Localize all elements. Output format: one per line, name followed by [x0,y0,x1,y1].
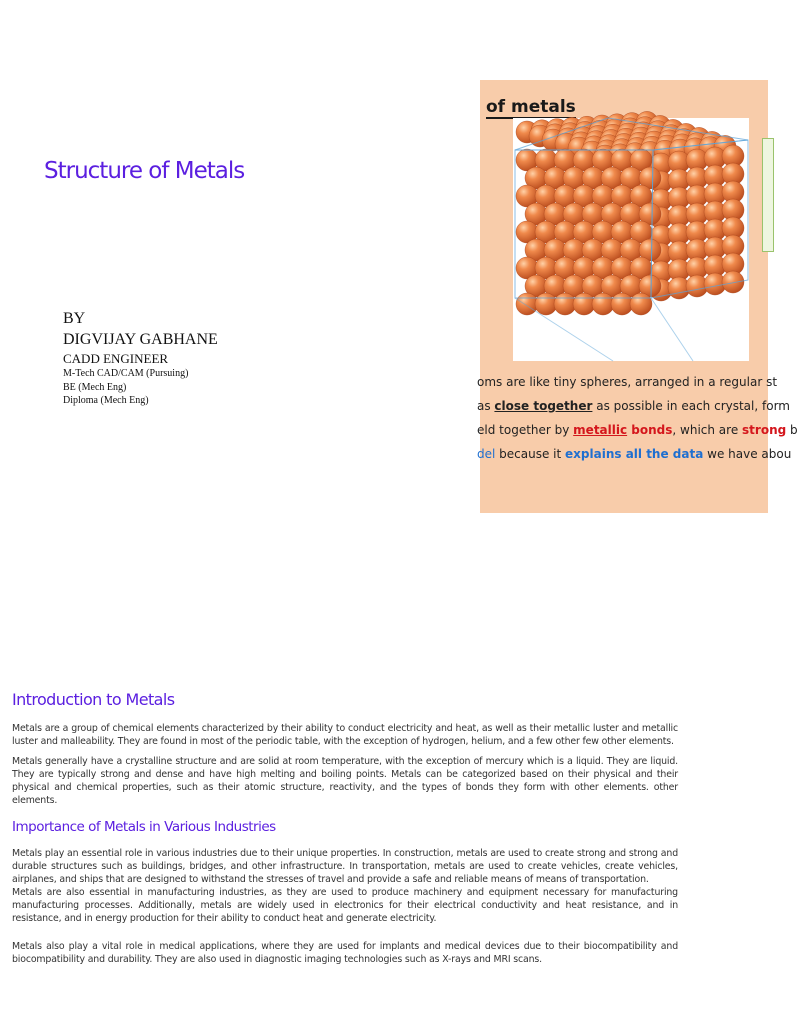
atom-sphere [592,293,614,315]
author-credential: BE (Mech Eng) [63,381,127,393]
document-body [12,688,678,974]
author-by: BY [63,310,86,327]
author-name: DIGVIJAY GABHANE [63,331,218,348]
author-credential: M-Tech CAD/CAM (Pursuing) [63,368,189,379]
intro-heading: Introduction to Metals [12,690,175,709]
author-role: CADD ENGINEER [63,351,169,366]
page-title: Structure of Metals [44,158,245,184]
paragraph: Metals also play a vital role in medical applications, where they are used for implants and medical devices due to their biocompatibility and biocompatibility and durability. They are also used in diagnostic imaging technologies such as X-rays and MRI scans. [12,940,678,965]
atom-sphere [611,293,633,315]
paragraph: Metals generally have a crystalline structure and are solid at room temperature, with the exception of mercury which is a liquid. They are liquid. They are typically strong and dense and have high melting and boiling points. Metals can be categorized based on their physical and their physical and chemical properties, such as their atomic structure, reactivity, and the types of bonds they form with other elements. other elements. [12,755,678,806]
atom-lattice-photo [513,118,749,361]
atom-sphere [573,293,595,315]
atom-sphere [516,293,538,315]
slide-side-note-box [762,138,774,252]
slide-text [477,373,798,469]
paragraph: Metals play an essential role in various industries due to their unique properties. In construction, metals are used to create strong and strong and durable structures such as buildings, bridges, and other infrastructure. In transportation, metals are used to create vehicles, create vehicles, airplanes, and ships that are designed to withstand the stresses of travel and provide a safe and reliable means of means of transportation. [12,848,678,886]
paragraph: Metals are also essential in manufacturing industries, as they are used to produce machinery and equipment necessary for manufacturing manufacturing processes. Additionally, metals are widely used in electronics for their electrical conductivity and heat resistance, and in resistance, and in energy production for their ability to conduct heat and generate electricity. [12,887,678,924]
slide-heading: of metals [486,97,576,117]
author-credential: Diploma (Mech Eng) [63,395,149,406]
slide-line: as close together as possible in each crystal, form [477,399,790,413]
sphere-lattice-cube-icon [513,118,749,361]
importance-heading: Importance of Metals in Various Industries [12,819,276,836]
atom-sphere [722,271,744,293]
atom-sphere [535,293,557,315]
paragraph: Metals are a group of chemical elements characterized by their ability to conduct electricity and heat, as well as their metallic luster and metallic luster and malleability. They are found in most of the periodic table, with the exception of hydrogen, helium, and a few other few other elements. [12,723,678,747]
slide-line: del because it explains all the data we have abou [477,447,792,461]
atom-sphere [554,293,576,315]
slide-line: oms are like tiny spheres, arranged in a regular st [477,375,778,389]
metal-structure-slide-image [477,80,798,513]
slide-line: eld together by metallic bonds, which are strong b [477,423,798,437]
author-block [63,308,218,408]
atom-sphere [630,293,652,315]
